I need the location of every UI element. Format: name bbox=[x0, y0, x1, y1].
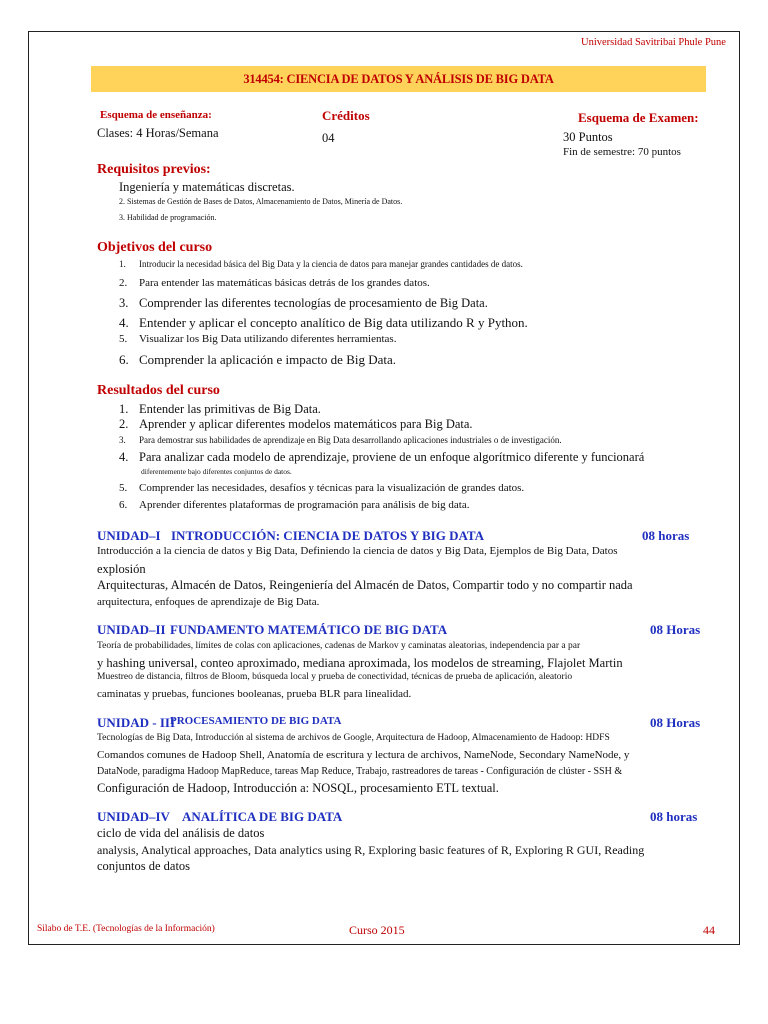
unit-title: FUNDAMENTO MATEMÁTICO DE BIG DATA bbox=[170, 622, 448, 637]
prerequisites-title: Requisitos previos: bbox=[97, 162, 211, 177]
unit-code: UNIDAD–II bbox=[97, 622, 166, 637]
unit-line: Tecnologías de Big Data, Introducción al sistema de archivos de Google, Arquitectura de Hadoop, Almacenamiento de Hadoop: HDFS bbox=[97, 733, 610, 743]
unit-line: caminatas y pruebas, funciones booleanas, prueba BLR para linealidad. bbox=[97, 688, 412, 700]
outcome-item: 5. Comprender las necesidades, desafíos y técnicas para la visualización de grandes datos. bbox=[119, 482, 525, 494]
unit-code: UNIDAD–I bbox=[97, 528, 161, 543]
unit-line: DataNode, paradigma Hadoop MapReduce, tareas Map Reduce, Trabajo, rastreadores de tareas - Configuración de clúster - SSH & bbox=[97, 766, 623, 777]
course-title: 314454: CIENCIA DE DATOS Y ANÁLISIS DE BIG DATA bbox=[243, 72, 554, 86]
outcome-item: 3. Para demostrar sus habilidades de aprendizaje en Big Data desarrollando aplicaciones industriales o de investigación. bbox=[119, 435, 562, 445]
credits-value: 04 bbox=[322, 131, 335, 145]
outcome-item: 6. Aprender diferentes plataformas de programación para análisis de big data. bbox=[119, 499, 470, 511]
unit-line: analysis, Analytical approaches, Data analytics using R, Exploring basic features of R, Exploring R GUI, Reading bbox=[97, 843, 645, 857]
unit-line: explosión bbox=[97, 562, 146, 576]
objective-item: 2. Para entender las matemáticas básicas detrás de los grandes datos. bbox=[119, 277, 430, 289]
prereq-item: 3. Habilidad de programación. bbox=[119, 213, 217, 222]
unit-hours: 08 Horas bbox=[650, 715, 701, 730]
exam-internal-value: 30 Puntos bbox=[563, 130, 613, 144]
unit-title: ANALÍTICA DE BIG DATA bbox=[182, 809, 343, 824]
unit-hours: 08 Horas bbox=[650, 622, 701, 637]
prereq-item: 2. Sistemas de Gestión de Bases de Datos, Almacenamiento de Datos, Minería de Datos. bbox=[119, 197, 403, 206]
outcome-item: 4. Para analizar cada modelo de aprendizaje, proviene de un enfoque algorítmico diferente y funcionará bbox=[119, 450, 645, 464]
unit-line: Introducción a la ciencia de datos y Big Data, Definiendo la ciencia de datos y Big Data, Ejemplos de Big Data, Datos bbox=[97, 545, 618, 557]
unit-line: Configuración de Hadoop, Introducción a: NOSQL, procesamiento ETL textual. bbox=[97, 781, 499, 795]
unit-line: Arquitecturas, Almacén de Datos, Reingeniería del Almacén de Datos, Compartir todo y no compartir nada bbox=[97, 578, 633, 592]
footer-center: Curso 2015 bbox=[349, 923, 405, 937]
objective-item: 5. Visualizar los Big Data utilizando diferentes herramientas. bbox=[119, 333, 397, 345]
unit-line: conjuntos de datos bbox=[97, 859, 191, 873]
unit-line: arquitectura, enfoques de aprendizaje de Big Data. bbox=[97, 596, 320, 608]
teaching-scheme-value: Clases: 4 Horas/Semana bbox=[97, 126, 219, 140]
objective-item: 3. Comprender las diferentes tecnologías de procesamiento de Big Data. bbox=[119, 296, 488, 310]
unit-code: UNIDAD–IV bbox=[97, 809, 170, 824]
page-number: 44 bbox=[703, 923, 715, 937]
outcomes-title: Resultados del curso bbox=[97, 383, 220, 398]
teaching-scheme-label: Esquema de enseñanza: bbox=[100, 109, 212, 121]
unit-hours: 08 horas bbox=[642, 528, 690, 543]
objective-item: 4. Entender y aplicar el concepto analítico de Big data utilizando R y Python. bbox=[119, 315, 528, 330]
exam-scheme-label: Esquema de Examen: bbox=[578, 110, 699, 125]
unit-line: Teoría de probabilidades, límites de colas con aplicaciones, cadenas de Markov y caminatas aleatorias, independencia par a par bbox=[97, 641, 581, 651]
objective-item: 6. Comprender la aplicación e impacto de Big Data. bbox=[119, 352, 397, 367]
unit-code: UNIDAD - III bbox=[97, 715, 176, 730]
outcome-item-continuation: diferentemente bajo diferentes conjuntos de datos. bbox=[141, 467, 292, 476]
unit-title: PROCESAMIENTO DE BIG DATA bbox=[170, 715, 342, 727]
university-name: Universidad Savitribai Phule Pune bbox=[581, 37, 726, 48]
unit-line: Comandos comunes de Hadoop Shell, Anatomía de escritura y lectura de archivos, NameNode, Secondary NameNode, y bbox=[97, 749, 630, 761]
unit-hours: 08 horas bbox=[650, 809, 698, 824]
unit-title: INTRODUCCIÓN: CIENCIA DE DATOS Y BIG DATA bbox=[171, 528, 485, 543]
objective-item: 1. Introducir la necesidad básica del Big Data y la ciencia de datos para manejar grandes cantidades de datos. bbox=[119, 259, 523, 269]
unit-line: ciclo de vida del análisis de datos bbox=[97, 826, 265, 840]
outcome-item: 2. Aprender y aplicar diferentes modelos matemáticos para Big Data. bbox=[119, 417, 473, 431]
outcome-item: 1. Entender las primitivas de Big Data. bbox=[119, 402, 321, 416]
exam-final-value: Fin de semestre: 70 puntos bbox=[563, 146, 681, 158]
unit-line: y hashing universal, conteo aproximado, mediana aproximada, los modelos de streaming, Flajolet Martin bbox=[97, 656, 623, 670]
prereq-item: Ingeniería y matemáticas discretas. bbox=[119, 180, 295, 194]
unit-line: Muestreo de distancia, filtros de Bloom, búsqueda local y prueba de conectividad, técnicas de prueba de aplicación, aleatorio bbox=[97, 672, 573, 682]
footer-left: Silabo de T.E. (Tecnologías de la Información) bbox=[37, 924, 215, 934]
objectives-title: Objetivos del curso bbox=[97, 240, 213, 255]
credits-label: Créditos bbox=[322, 108, 370, 123]
